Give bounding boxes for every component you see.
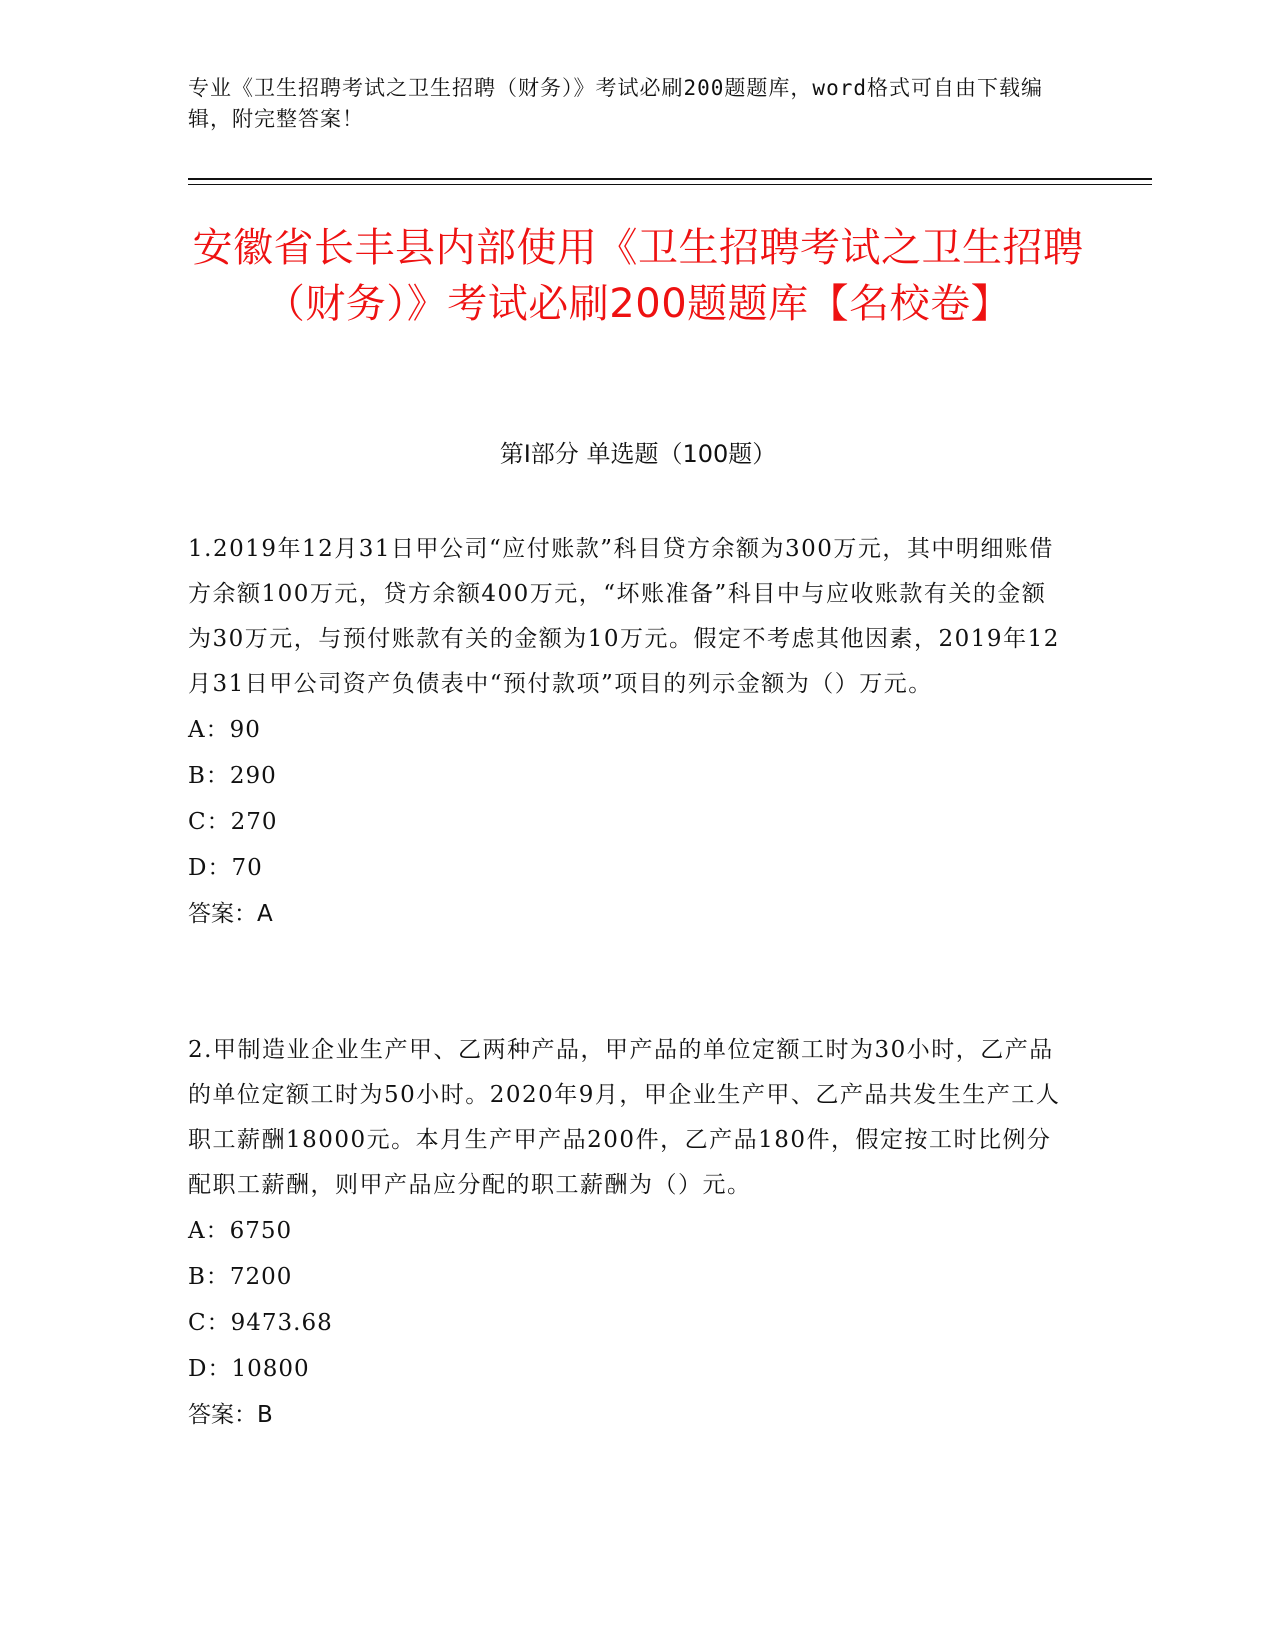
document-title: 安徽省长丰县内部使用《卫生招聘考试之卫生招聘（财务）》考试必刷200题题库【名校卷】 [192,225,1084,327]
answer: 答案：A [188,901,273,927]
option-d: D：10800 [188,1356,310,1382]
option-b: B：290 [188,763,277,789]
option-a: A：6750 [188,1218,293,1244]
option-d: D：70 [188,855,263,881]
section-title: 第I部分 单选题（100题） [499,440,777,468]
option-c: C：9473.68 [188,1310,333,1336]
question-2 [188,1028,1068,1438]
question-stem: 1.2019年12月31日甲公司“应付账款”科目贷方余额为300万元，其中明细账借方余额100万元，贷方余额400万元，“坏账准备”科目中与应收账款有关的金额为30万元，与预付账款有关的金额为10万元。假定不考虑其他因素，2019年12月31日甲公司资产负债表中“预付款项”项目的列示金额为（）万元。 [188,536,1060,697]
option-c: C：270 [188,809,278,835]
question-1 [188,527,1068,937]
option-b: B：7200 [188,1264,293,1290]
answer: 答案：B [188,1402,273,1428]
header-divider-thin [188,184,1152,185]
header-divider-thick [188,178,1152,180]
header-note: 专业《卫生招聘考试之卫生招聘（财务）》考试必刷200题题库，word格式可自由下载编辑，附完整答案！ [188,76,1043,131]
option-a: A：90 [188,717,261,743]
question-stem: 2.甲制造业企业生产甲、乙两种产品，甲产品的单位定额工时为30小时，乙产品的单位定额工时为50小时。2020年9月，甲企业生产甲、乙产品共发生生产工人职工薪酬18000元。本月生产甲产品200件，乙产品180件，假定按工时比例分配职工薪酬，则甲产品应分配的职工薪酬为（）元。 [188,1037,1061,1198]
